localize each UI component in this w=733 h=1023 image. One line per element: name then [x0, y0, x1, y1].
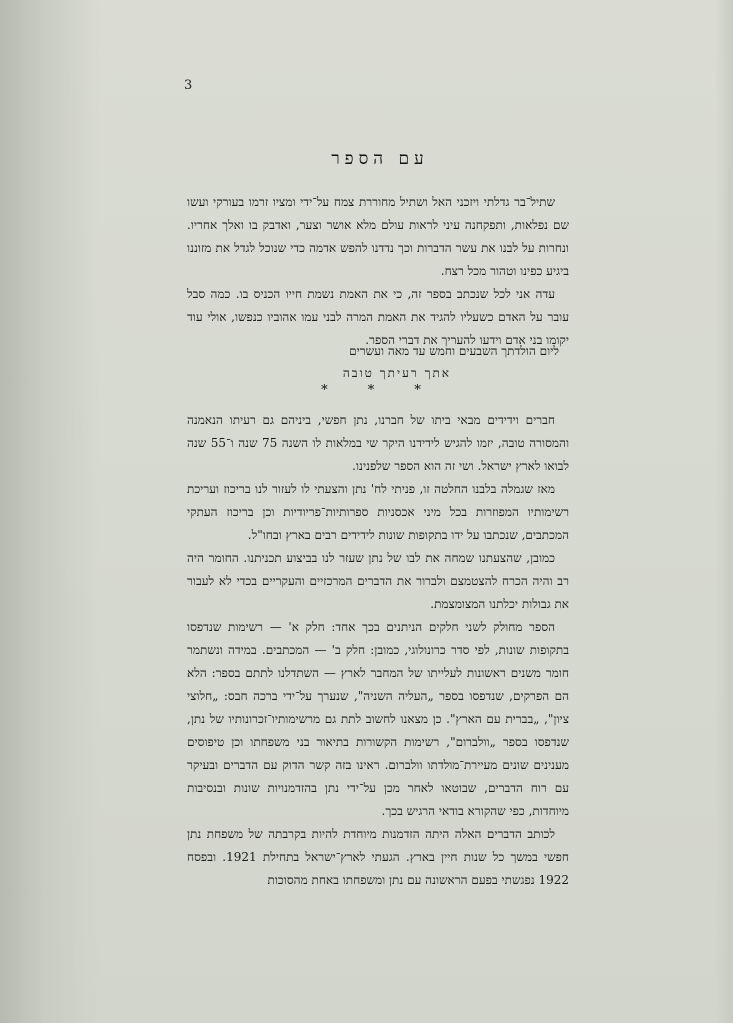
page-title: עם הספר — [331, 149, 429, 169]
dedication-line: ליום הולדתך השבעים וחמש עד מאה ועשרים — [349, 344, 559, 358]
intro-section — [187, 191, 569, 352]
binding-shadow — [0, 0, 100, 1023]
main-text — [187, 409, 569, 892]
intro-paragraph: שתיל־בר גדלתי ויזכני האל ושתיל מחוררת צמח על־ידי ומציו זרמו בעורקי ועשו שם נפלאות, ותפקחנה עיני לראות עולם מלא אושר וצער, ואדבק בו ואלך אחריו. ונחרות על לבנו את עשר הדברות וכך נדדנו להפש אדמה כדי שנוכל לגדל את מזוננו ביגיע כפינו וטהור מכל רצח. — [187, 195, 569, 278]
body-paragraph: מאז שגמלה בלבנו החלטה זו, פניתי לח' נתן והצעתי לו לעזור לנו בריכוז ועריכת רשימותיו המפוזרות בכל מיני אכסניות ספרותיות־פריודיות וכן בריכוז העתקי המכתבים, שנכתבו על ידו בתקופות שונות לידידים רבים בארץ ובחו"ל. — [187, 482, 569, 542]
body-paragraph: חברים וידידים מבאי ביתו של חברנו, נתן חפשי, ביניהם גם רעיתו הנאמנה והמסורה טובה, יזמו להגיש לידידנו היקר שי במלאות לו השנה 75 שנה ו־55 שנה לבואו לארץ ישראל. ושי זה הוא הספר שלפנינו. — [187, 413, 570, 473]
body-paragraph: הספר מחולק לשני חלקים הניתנים בכך אחד: חלק א' — רשימות שנדפסו בתקופות שונות, לפי סדר כרונולוגי, כמובן: חלק ב' — המכתבים. במידה ונשתמר חומר משנים ראשונות לעלייתו של המחבר לארץ — השתדלנו לתתם בספר: הלא הם הפרקים, שנדפסו בספר „העליה השניה", שנערך על־ידי ברכה חבס: „חלוצי ציון", „בברית עם הארץ". כן מצאנו לחשוב לתת גם מרשימותיו־זכרונותיו של נתן, שנדפסו בספר „וולברום", רשימות הקשורות בתיאור בני משפחתו וכן טיפוסים מענינים שונים מעיירת־מולדתו וולברום. ראינו בזה קשר הדוק עם הדברים ובעיקר עם רוח הדברים, שבוטאו לאחר מכן על־ידי נתן בהזדמנויות שונות ובנסיבות מיוחדות, כפי שהקורא בודאי הרגיש בכך. — [187, 620, 569, 818]
section-separator: * * * — [321, 383, 439, 398]
page-edge — [715, 0, 733, 1023]
dedication-signature: אתך רעיתך טובה — [342, 366, 451, 380]
body-paragraph: כמובן, שהצעתנו שמחה את לבו של נתן שעזר לנו בביצוע תכניתנו. החומר היה רב והיה הכרח להצטמצם ולברור את הדברים המרכזיים והעקריים בכדי לא לעבור את גבולות יכלתנו המצומצמת. — [187, 551, 569, 611]
page-number: 3 — [184, 78, 193, 93]
dedication — [187, 340, 569, 384]
intro-paragraph: עדה אני לכל שנכתב בספר זה, כי את האמת נשמת חייו הכניס בו. כמה סבל עובר על האדם כשעליו להגיד את האמת המרה לבני עמו אהוביו כנפשו, אולי עוד יקומו בני אדם וידעו להעריך את דברי הספר. — [187, 287, 569, 347]
body-paragraph: לכותב הדברים האלה היתה הזדמנות מיוחדת להיות בקרבתה של משפחת נתן חפשי במשך כל שנות חיין בארץ. הגעתי לארץ־ישראל בתחילת 1921. ובפסח 1922 נפגשתי בפעם הראשונה עם נתן ומשפחתו באחת מהסוכות — [187, 827, 570, 887]
